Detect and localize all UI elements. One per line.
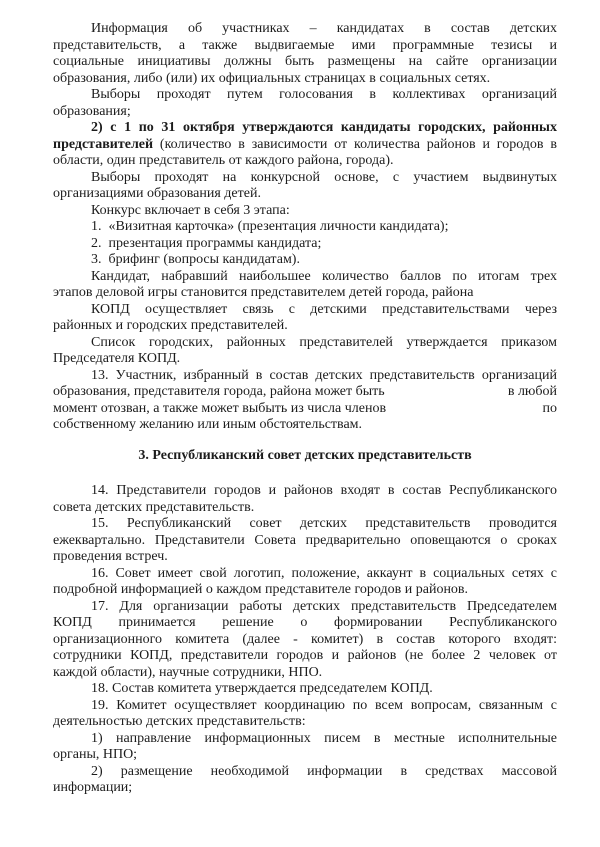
text-line: Информация об участниках – кандидатах в состав детских: [91, 21, 557, 36]
list-item-stage-3: 3. брифинг (вопросы кандидатам).: [91, 252, 300, 267]
text-line: 17. Для организации работы детских представительств Председателем: [91, 598, 557, 614]
text-line: проведения встреч.: [53, 549, 168, 564]
subitem-1-letters: [53, 731, 557, 764]
text-line: 2) с 1 по 31 октября утверждаются кандидаты городских, районных: [91, 120, 557, 135]
text-line: КОПД принимается решение о формировании Республиканского: [53, 615, 557, 630]
list-item-stage-2: 2. презентация программы кандидата;: [91, 235, 322, 251]
text-line: Конкурс включает в себя 3 этапа:: [91, 202, 290, 218]
text-line: [53, 401, 557, 418]
text-line: Председателя КОПД.: [53, 351, 181, 366]
text-line: 2) размещение необходимой информации в средствах массовой: [91, 763, 557, 779]
text-line: органы, НПО;: [53, 747, 138, 762]
text-line: Список городских, районных представителей утверждается приказом: [91, 334, 557, 350]
bold-lead: представителей: [53, 136, 154, 152]
text-line: социальные инициативы должны быть размещены на сайте организации: [53, 54, 557, 69]
text-line: КОПД осуществляет связь с детскими представительствами через: [91, 301, 557, 317]
text-line: сотрудники КОПД, представители городов и районов (не более 2 человек от: [53, 648, 557, 663]
list-contest-stages: [53, 219, 557, 269]
text-line: информации;: [53, 780, 133, 795]
text-line: деятельностью детских представительств:: [53, 714, 306, 729]
text-line: представительств, а также выдвигаемые ими программные тезисы и: [53, 37, 557, 53]
para-14-membership: [53, 483, 557, 516]
text-line: 18. Состав комитета утверждается председателем КОПД.: [91, 681, 433, 696]
text-segment: образования, представителя города, района может быть: [53, 384, 385, 399]
text-line: 14. Представители городов и районов входят в состав Республиканского: [91, 483, 557, 498]
text-line: [53, 137, 557, 154]
para-18-committee-approval: [53, 681, 557, 698]
para-contest-basis: [53, 170, 557, 203]
para-elections-voting: [53, 87, 557, 120]
text-line: районных и городских представителей.: [53, 318, 288, 333]
text-line: 19. Комитет осуществляет координацию по всем вопросам, связанным с: [91, 697, 557, 713]
text-line: области, один представитель от каждого района, города).: [53, 153, 394, 168]
text-line: образования, либо (или) их официальных страницах в социальных сетях.: [53, 70, 491, 86]
para-list-approval: [53, 335, 557, 368]
text-segment: в любой: [507, 384, 557, 399]
para-october-candidates: [53, 120, 557, 170]
text-segment: момент отозван, а также может выбыть из числа членов: [53, 400, 387, 416]
para-15-quarterly: [53, 516, 557, 566]
text-line: этапов деловой игры становится представителем детей города, района: [53, 285, 474, 300]
para-16-logo-account: [53, 566, 557, 599]
text-line: собственному желанию или иным обстоятельствам.: [53, 417, 363, 432]
section-heading-republican-council: 3. Республиканский совет детских представительств: [138, 447, 472, 463]
list-item-stage-1: 1. «Визитная карточка» (презентация личности кандидата);: [91, 219, 449, 234]
text-line: ежеквартально. Представители Совета предварительно оповещаются о сроках: [53, 532, 557, 548]
text-line: образования;: [53, 103, 131, 119]
text-line: 15. Республиканский совет детских представительств проводится: [91, 516, 557, 531]
text-line: подробной информацией о каждом представителе городов и районов.: [53, 582, 469, 597]
text-line: организациями образования детей.: [53, 186, 261, 201]
para-13-recall: [53, 368, 557, 434]
para-winner: [53, 269, 557, 302]
text-line: организационного комитета (далее - комитет) в состав которого входят:: [53, 631, 557, 647]
text-segment: (количество в зависимости от количества районов и городов в: [153, 136, 557, 152]
text-line: Кандидат, набравший наибольшее количество баллов по итогам трех: [91, 268, 557, 284]
text-line: [53, 384, 557, 401]
text-line: 13. Участник, избранный в состав детских представительств организаций: [91, 367, 557, 383]
text-segment: по: [542, 400, 557, 416]
text-line: каждой области), научные сотрудники, НПО.: [53, 664, 323, 680]
para-contest-stages-intro: [53, 203, 557, 220]
text-line: Выборы проходят путем голосования в коллективах организаций: [91, 87, 557, 102]
text-line: Выборы проходят на конкурсной основе, с участием выдвинутых: [91, 169, 557, 185]
para-17-committee-formation: [53, 599, 557, 682]
text-line: 1) направление информационных писем в местные исполнительные: [91, 730, 557, 746]
text-line: совета детских представительств.: [53, 499, 255, 515]
para-kopd-liaison: [53, 302, 557, 335]
subitem-2-media: [53, 764, 557, 797]
para-publication-info: [53, 21, 557, 87]
para-19-coordination: [53, 698, 557, 731]
text-line: 16. Совет имеет свой логотип, положение, аккаунт в социальных сетях с: [91, 565, 557, 581]
